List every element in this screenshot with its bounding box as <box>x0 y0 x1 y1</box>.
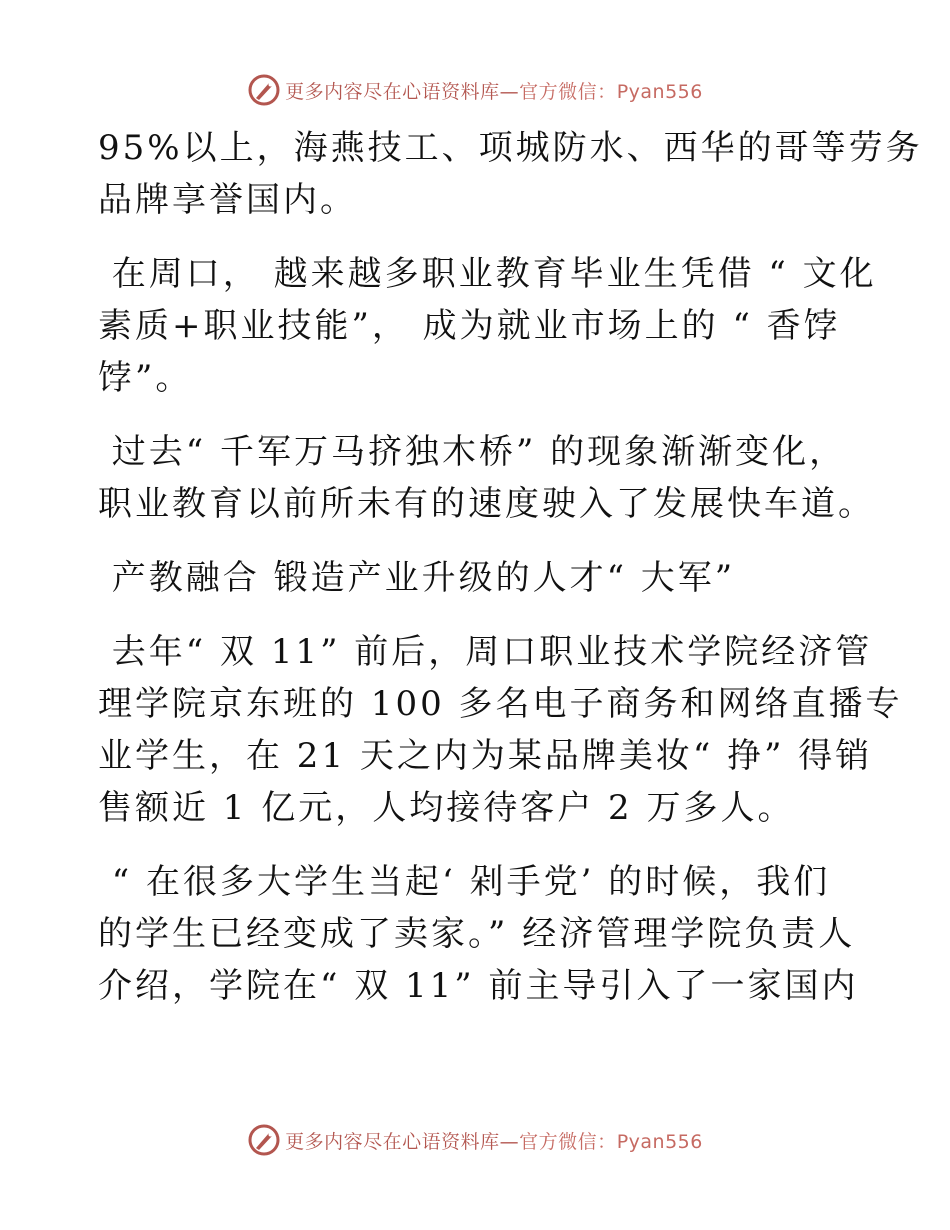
banner-text <box>285 77 703 104</box>
banner-wechat-label: 官方微信： <box>519 1130 617 1153</box>
text-line: 95%以上，海燕技工、项城防水、西华的哥等劳务 <box>98 128 923 168</box>
text-line: 在周口， 越来越多职业教育毕业生凭借 “ 文化 <box>98 254 877 294</box>
text-line: 饽”。 <box>98 358 193 398</box>
banner-separator: — <box>499 80 520 103</box>
text-line: 介绍，学院在“ 双 11” 前主导引入了一家国内 <box>98 966 859 1006</box>
banner-main-text: 更多内容尽在心语资料库 <box>285 80 500 103</box>
text-line: “ 在很多大学生当起‘ 剁手党’ 的时候，我们 <box>98 862 831 902</box>
pen-logo-icon <box>247 73 281 107</box>
text-line: 售额近 1 亿元，人均接待客户 2 万多人。 <box>98 788 795 828</box>
text-line: 业学生，在 21 天之内为某品牌美妆“ 挣” 得销 <box>98 736 873 776</box>
text-line: 素质+职业技能”， 成为就业市场上的 “ 香饽 <box>98 306 841 346</box>
paragraph <box>98 122 923 226</box>
header-banner <box>0 70 950 110</box>
banner-wechat-id: Pyan556 <box>616 1130 703 1153</box>
banner-wechat-id: Pyan556 <box>616 80 703 103</box>
text-line: 产教融合 锻造产业升级的人才“ 大军” <box>98 558 736 598</box>
pen-logo-icon <box>247 1123 281 1157</box>
banner-wechat-label: 官方微信： <box>519 80 617 103</box>
text-line: 职业教育以前所未有的速度驶入了发展快车道。 <box>98 484 875 524</box>
paragraph <box>98 426 875 530</box>
text-line: 的学生已经变成了卖家。” 经济管理学院负责人 <box>98 914 856 954</box>
text-line: 品牌享誉国内。 <box>98 180 357 220</box>
paragraph <box>98 856 858 1012</box>
banner-main-text: 更多内容尽在心语资料库 <box>285 1130 500 1153</box>
text-line: 理学院京东班的 100 多名电子商务和网络直播专 <box>98 684 903 724</box>
paragraph <box>98 248 877 404</box>
footer-banner <box>0 1120 950 1160</box>
banner-separator: — <box>499 1130 520 1153</box>
text-line: 过去“ 千军万马挤独木桥” 的现象渐渐变化， <box>98 432 847 472</box>
banner-text <box>285 1127 703 1154</box>
paragraph <box>98 626 903 834</box>
section-heading <box>98 552 858 604</box>
document-body <box>98 122 923 1012</box>
text-line: 去年“ 双 11” 前后，周口职业技术学院经济管 <box>98 632 873 672</box>
